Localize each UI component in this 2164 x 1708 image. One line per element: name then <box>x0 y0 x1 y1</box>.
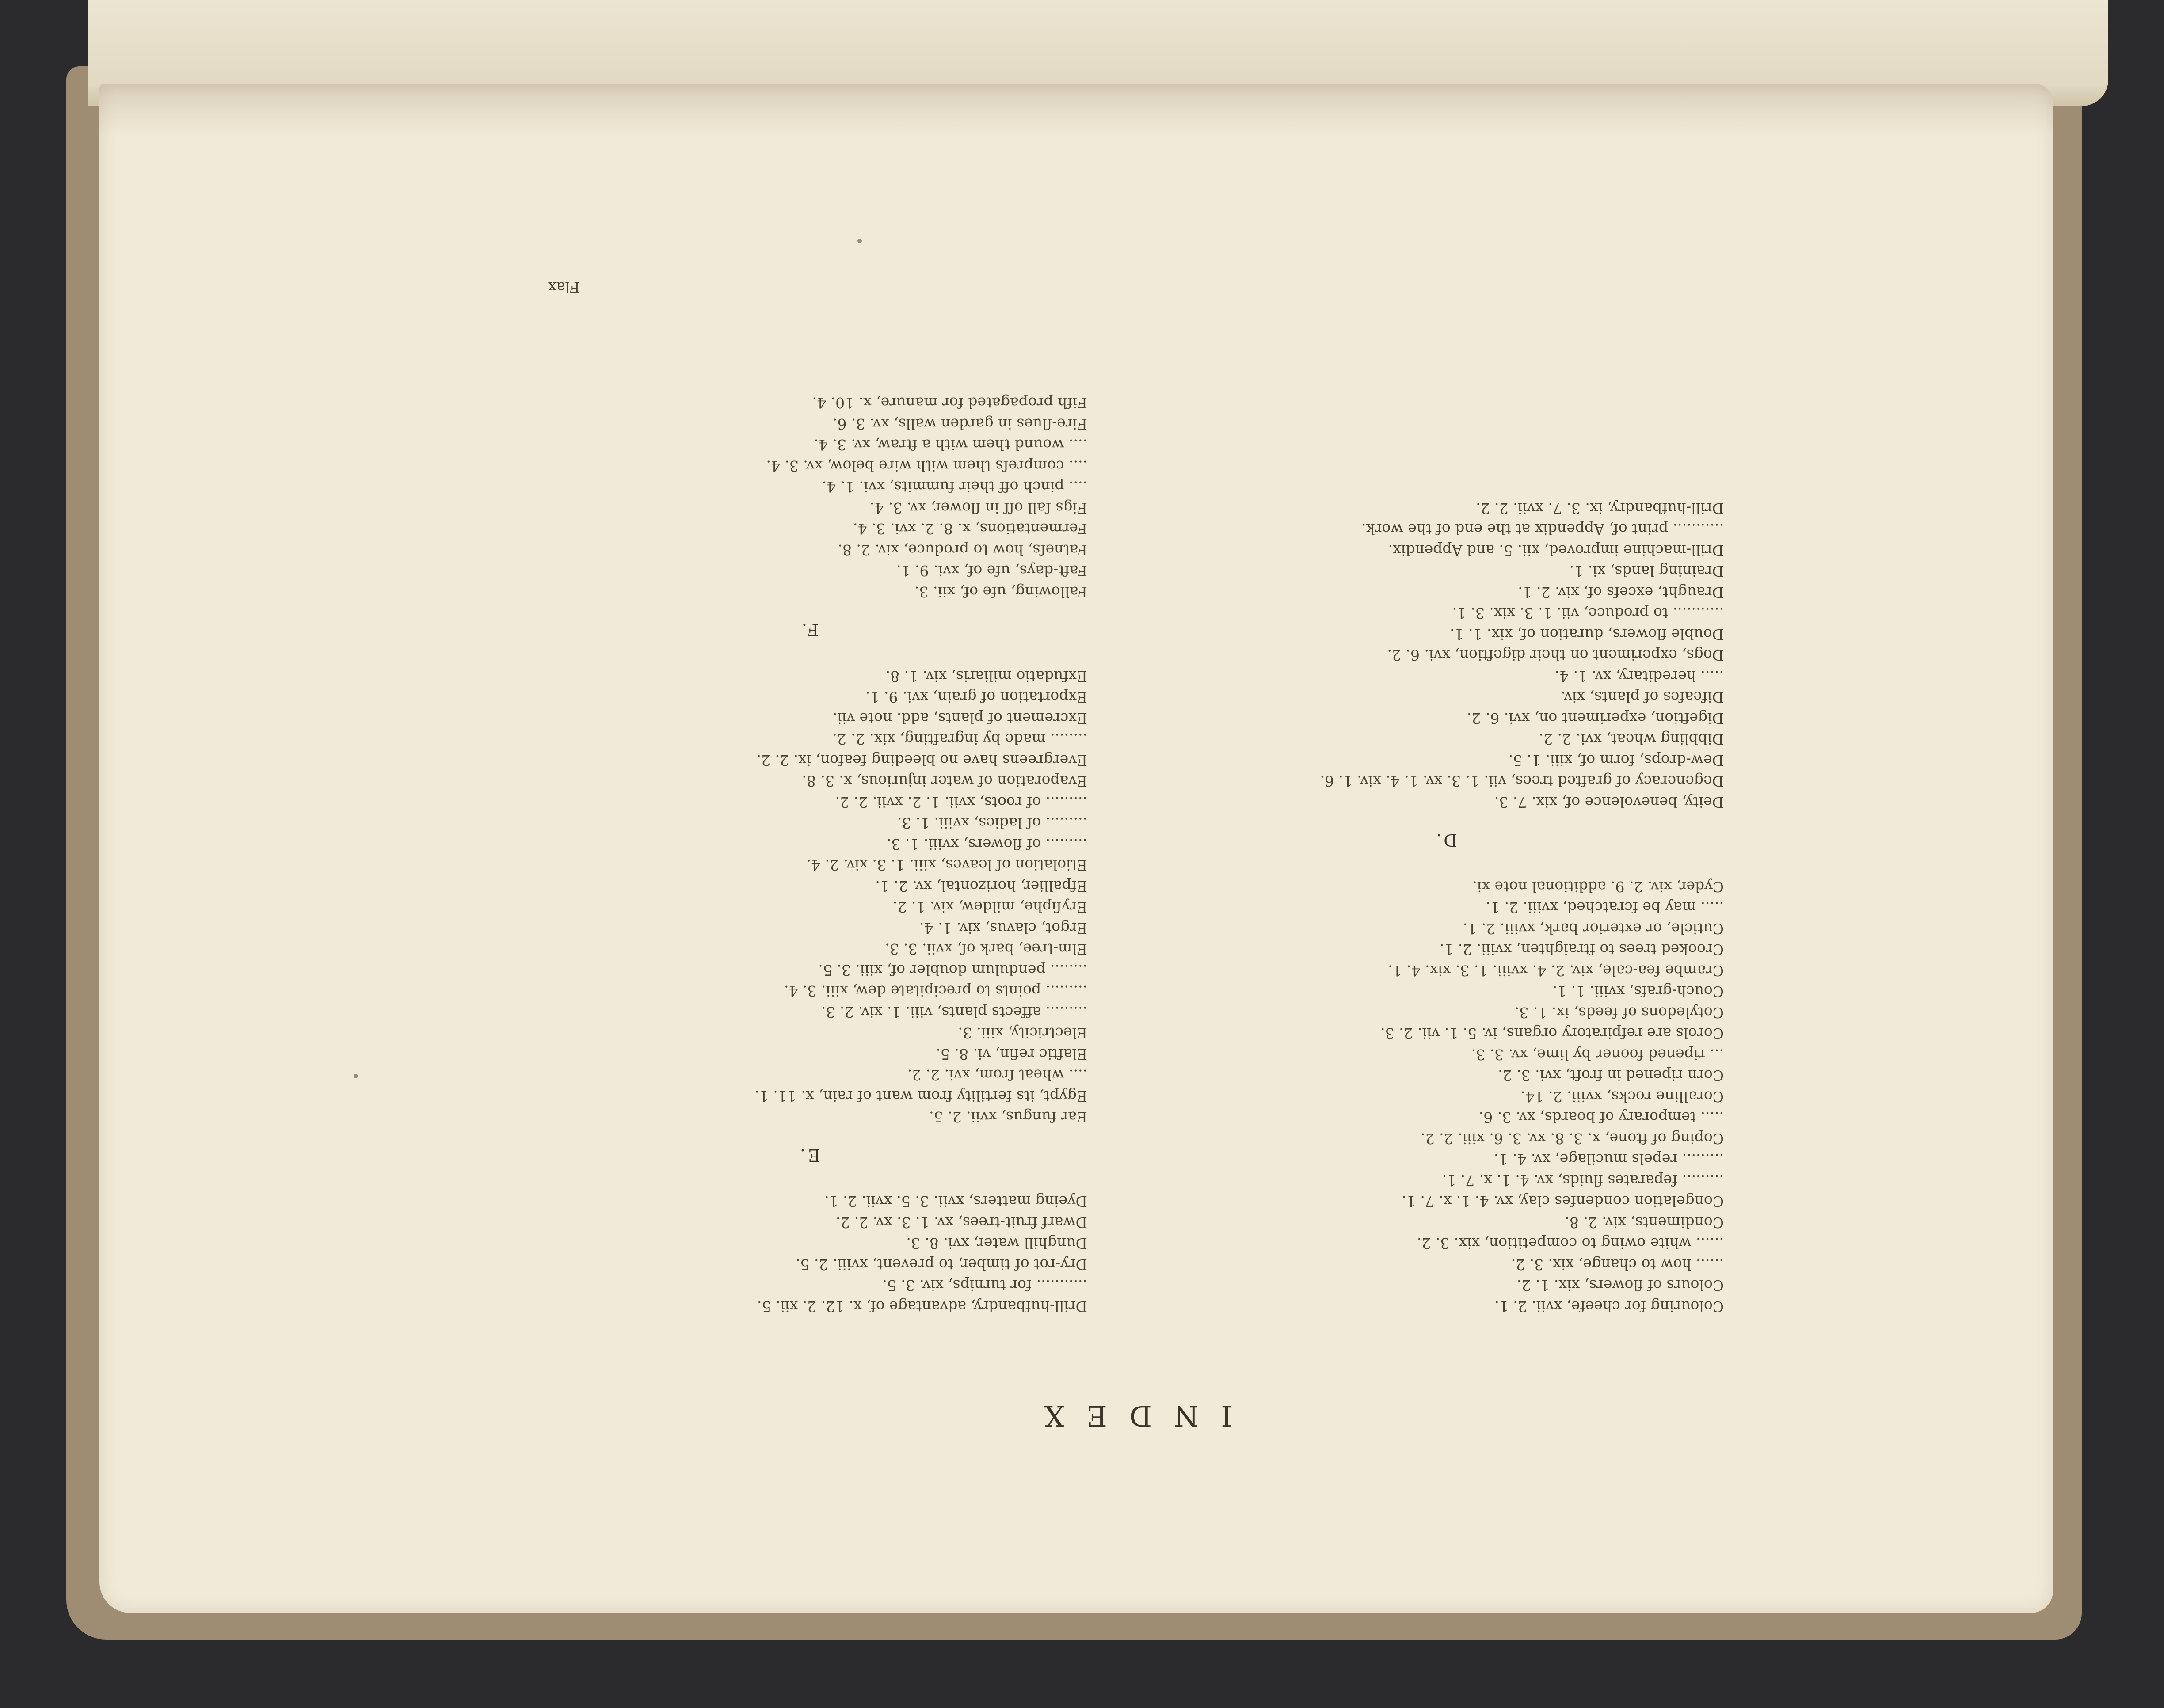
index-entry: ......... of roots, xvii. 1. 2. xvii. 2. 2. <box>835 794 1087 811</box>
index-entry: ........... for turnips, xiv. 3. 5. <box>882 1277 1087 1294</box>
gutter-shadow <box>99 84 2053 137</box>
index-entry: Fallowing, ufe of, xii. 3. <box>914 583 1087 601</box>
catchword: Flax <box>548 279 580 296</box>
index-entry: Ear fungus, xvii. 2. 5. <box>929 1108 1087 1126</box>
index-entry: ........... print of, Appendix at the end of the work. <box>1361 521 1724 538</box>
section-letter: F. <box>799 620 819 640</box>
index-entry: Cyder, xiv. 2. 9. additional note xi. <box>1472 878 1724 895</box>
index-entry: ...... white owing to competition, xix. 3. 2. <box>1417 1235 1724 1252</box>
index-entry: ......... feparates fluids, xv. 4. 1. x. 7. 1. <box>1442 1172 1724 1189</box>
index-entry: Dunghill water, xvi. 8. 3. <box>906 1235 1087 1252</box>
index-entry: Dry-rot of timber, to prevent, xviii. 2. 5. <box>796 1256 1087 1273</box>
index-entry: Digeftion, experiment on, xvi. 6. 2. <box>1467 710 1724 727</box>
index-entry: Couch-grafs, xviii. 1. 1. <box>1552 983 1724 1000</box>
index-entry: Fatnefs, how to produce, xiv. 2. 8. <box>838 541 1087 559</box>
index-entry: Elm-tree, bark of, xvii. 3. 3. <box>885 940 1087 958</box>
index-entry: Deity, benevolence of, xix. 7. 3. <box>1494 794 1724 811</box>
index-entry: .... comprefs them with wire below, xv. 3. 4. <box>766 457 1087 475</box>
index-entry: Drill-hufbandry, advantage of, x. 12. 2. xii. 5. <box>757 1298 1087 1315</box>
index-entry: ... ripened fooner by lime, xv. 3. 3. <box>1471 1046 1724 1063</box>
index-entry: Dew-drops, form of, xiii. 1. 5. <box>1508 752 1724 769</box>
index-entry: Cuticle, or exterior bark, xviii. 2. 1. <box>1463 920 1724 937</box>
index-entry: Cotyledons of feeds, ix. 1. 3. <box>1514 1004 1724 1021</box>
index-entry: Difeafes of plants, xiv. <box>1561 689 1724 706</box>
index-entry: Figs fall off in flower, xv. 3. 4. <box>869 499 1087 517</box>
index-page-rotated <box>530 279 1724 1432</box>
index-entry: Corols are refpiratory organs, iv. 5. 1. vii. 2. 3. <box>1380 1025 1724 1042</box>
index-entry: Crooked trees to ftraighten, xviii. 2. 1. <box>1439 941 1724 959</box>
index-entry: Degeneracy of grafted trees, vii. 1. 3. xv. 1. 4. xiv. 1. 6. <box>1320 772 1724 790</box>
index-entry: .... wound them with a ftraw, xv. 3. 4. <box>814 436 1087 454</box>
index-entry: Crambe fea-cale, xiv. 2. 4. xviii. 1. 3. xix. 4. 1. <box>1388 962 1724 979</box>
index-entry: Drill-machine improved, xii. 5. and Appendix. <box>1388 542 1724 559</box>
index-entry: Electricity, xiii. 3. <box>958 1024 1087 1042</box>
index-entry: Drill-hufbandry, ix. 3. 7. xvii. 2. 2. <box>1476 500 1724 517</box>
index-entry: Fire-flues in garden walls, xv. 3. 6. <box>832 415 1087 433</box>
index-entry: Excrement of plants, add. note vii. <box>832 710 1087 727</box>
index-entry: ........ made by ingrafting, xix. 2. 2. <box>832 730 1087 748</box>
index-entry: Coping of ftone, x. 3. 8. xv. 3. 6. xiii. 2. 2. <box>1421 1130 1724 1147</box>
index-entry: Corn ripened in froft, xvi. 3. 2. <box>1498 1067 1724 1084</box>
index-entry: ......... of ladies, xviii. 1. 3. <box>897 814 1087 832</box>
index-entry: Faft-days, ufe of, xvi. 9. 1. <box>896 562 1087 580</box>
index-entry: Exportation of grain, xvi. 9. 1. <box>865 689 1087 706</box>
index-entry: Egypt, its fertility from want of rain, x. 11. 1. <box>754 1088 1087 1105</box>
index-entry: ...... how to change, xix. 3. 2. <box>1511 1256 1724 1273</box>
index-entry: Evergreens have no bleeding feafon, ix. 2. 2. <box>756 752 1087 769</box>
index-entry: Eryfiphe, mildew, xiv. 1. 2. <box>892 898 1087 916</box>
index-entry: Fermentations, x. 8. 2. xvi. 3. 4. <box>853 520 1087 538</box>
index-column-right <box>530 392 1087 1317</box>
index-entry: Condiments, xiv. 2. 8. <box>1565 1214 1724 1231</box>
index-entry: Double flowers, duration of, xix. 1. 1. <box>1450 626 1724 643</box>
page-title: INDEX <box>1022 1399 1232 1432</box>
index-entry: Fifh propagated for manure, x. 10. 4. <box>812 394 1087 412</box>
index-entry: ......... repels mucilage, xv. 4. 1. <box>1493 1151 1724 1168</box>
section-letter: D. <box>1433 830 1457 850</box>
index-entry: ......... points to precipitate dew, xiii. 3. 4. <box>784 982 1087 1000</box>
index-entry: Efpallier, horizontal, xv. 2. 1. <box>875 878 1087 895</box>
section-letter: E. <box>797 1145 820 1165</box>
index-entry: ......... of flowers, xviii. 1. 3. <box>886 836 1087 853</box>
index-entry: ..... hereditary, xv. 1. 4. <box>1554 668 1724 685</box>
paper-speck <box>354 1074 358 1078</box>
index-entry: Colouring for cheefe, xvii. 2. 1. <box>1494 1298 1724 1315</box>
index-entry: .... wheat from, xvi. 2. 2. <box>907 1066 1087 1084</box>
index-entry: ..... may be fcratched, xviii. 2. 1. <box>1486 899 1724 917</box>
index-entry: Draught, excefs of, xiv. 2. 1. <box>1518 584 1724 601</box>
index-entry: Colours of flowers, xix. 1. 2. <box>1516 1277 1724 1294</box>
index-entry: Exfudatio miliaris, xiv. 1. 8. <box>885 668 1087 685</box>
index-entry: Congelation condenfes clay, xv. 4. 1. x. 7. 1. <box>1402 1193 1724 1210</box>
index-entry: Dwarf fruit-trees, xv. 1. 3. xv. 2. 2. <box>835 1214 1087 1231</box>
index-column-left <box>1167 498 1724 1317</box>
index-entry: ........ pendulum doubler of, xiii. 3. 5. <box>818 962 1087 979</box>
index-entry: Ergot, clavus, xiv. 1. 4. <box>919 920 1087 937</box>
index-entry: Dibbling wheat, xvi. 2. 2. <box>1539 730 1724 748</box>
index-entry: ........... to produce, vii. 1. 3. xix. 3. 1. <box>1452 605 1724 622</box>
index-entry: Elaftic refin, vi. 8. 5. <box>936 1046 1087 1063</box>
index-entry: Coralline rocks, xviii. 2. 14. <box>1520 1088 1724 1105</box>
index-entry: Etiolation of leaves, xiii. 1. 3. xiv. 2. 4. <box>806 856 1087 874</box>
index-entry: ......... affects plants, viii. 1. xiv. 2. 3. <box>821 1004 1087 1021</box>
index-entry: ..... temporary of boards, xv. 3. 6. <box>1478 1109 1724 1126</box>
index-entry: Dogs, experiment on their digeftion, xvi. 6. 2. <box>1387 647 1724 664</box>
index-entry: Draining lands, xi. 1. <box>1569 563 1724 580</box>
index-entry: Dyeing matters, xvii. 3. 5. xvii. 2. 1. <box>824 1193 1087 1210</box>
index-entry: .... pinch off their fummits, xvi. 1. 4. <box>822 478 1087 496</box>
index-entry: Evaporation of water injurious, x. 3. 8. <box>802 772 1087 790</box>
paper-speck <box>857 239 862 243</box>
